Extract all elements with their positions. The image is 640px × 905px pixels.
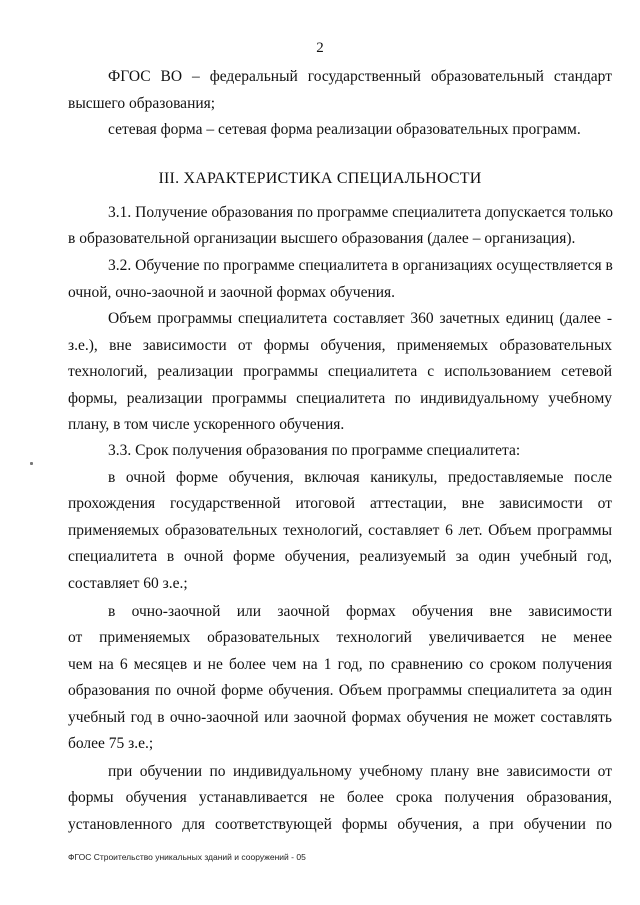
page-number: 2 — [316, 40, 324, 56]
text-line: в образовательной организации высшего образования (далее – организация). — [68, 230, 576, 247]
text-line: образования по очной форме обучения. Объем программы специалитета за один — [68, 682, 612, 699]
text-line: плану, в том числе ускоренного обучения. — [68, 416, 345, 433]
text-line: Объем программы специалитета составляет 360 зачетных единиц (далее - — [108, 310, 612, 327]
text-line: более 75 з.е.; — [68, 735, 154, 752]
text-line: ФГОС ВО – федеральный государственный образовательный стандарт — [108, 68, 612, 85]
text-line: от применяемых образовательных технологий увеличивается не менее — [68, 629, 612, 646]
text-line: составляет 60 з.е.; — [68, 575, 188, 592]
page-footer: ФГОС Строительство уникальных зданий и сооружений - 05 — [68, 852, 306, 862]
text-line: очной, очно-заочной и заочной формах обучения. — [68, 284, 396, 301]
text-line: технологий, реализации программы специалитета с использованием сетевой — [68, 363, 612, 380]
text-line: з.е.), вне зависимости от формы обучения, применяемых образовательных — [68, 337, 612, 354]
text-line: 3.3. Срок получения образования по программе специалитета: — [108, 442, 521, 459]
text-line: формы, реализации программы специалитета по индивидуальному учебному — [68, 390, 612, 407]
text-line: в очно-заочной или заочной формах обучения вне зависимости — [108, 603, 612, 620]
text-line: сетевая форма – сетевая форма реализации образовательных программ. — [108, 121, 581, 138]
text-line: 3.1. Получение образования по программе специалитета допускается только — [108, 204, 614, 221]
text-line: высшего образования; — [68, 95, 216, 112]
section-heading: III. ХАРАКТЕРИСТИКА СПЕЦИАЛЬНОСТИ — [158, 170, 482, 187]
text-line: чем на 6 месяцев и не более чем на 1 год, по сравнению со сроком получения — [68, 656, 612, 673]
text-line: в очной форме обучения, включая каникулы, предоставляемые после — [108, 469, 612, 486]
text-line: установленного для соответствующей формы обучения, а при обучении по — [68, 816, 612, 833]
text-line: 3.2. Обучение по программе специалитета в организациях осуществляется в — [108, 257, 613, 274]
text-line: формы обучения устанавливается не более срока получения образования, — [68, 789, 612, 806]
text-line: специалитета в очной форме обучения, реализуемый за один учебный год, — [68, 548, 612, 565]
text-line: применяемых образовательных технологий, составляет 6 лет. Объем программы — [68, 522, 612, 539]
scan-speck — [30, 462, 33, 465]
text-line: при обучении по индивидуальному учебному плану вне зависимости от — [108, 763, 612, 780]
text-line: учебный год в очно-заочной или заочной формах обучения не может составлять — [68, 709, 612, 726]
text-line: прохождения государственной итоговой аттестации, вне зависимости от — [68, 495, 612, 512]
